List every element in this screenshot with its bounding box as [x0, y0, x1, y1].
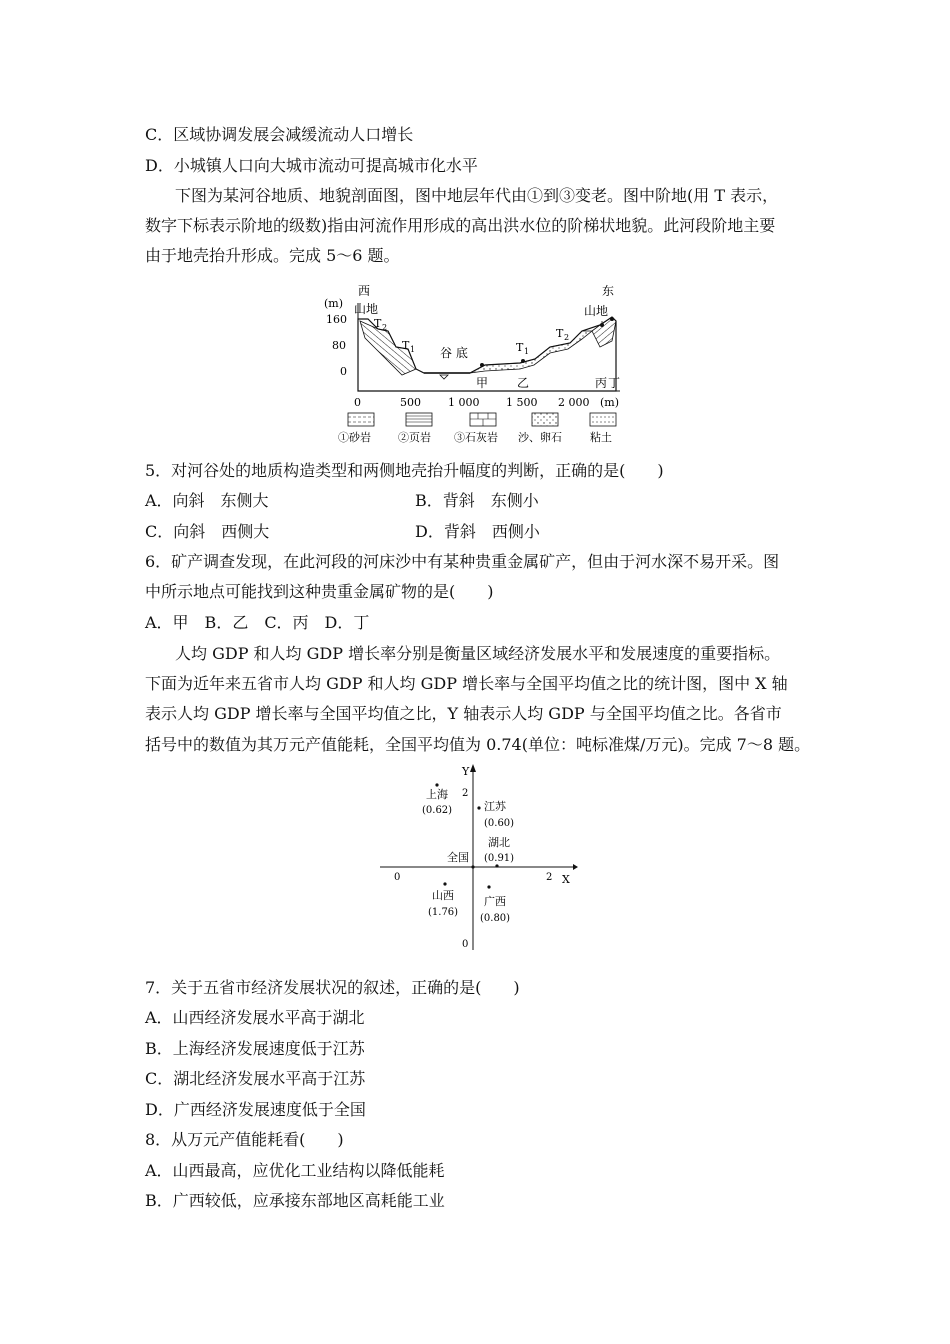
label-jiangsu: 江苏: [484, 800, 506, 813]
x-unit-label: (m): [600, 396, 620, 409]
east-label: 东: [602, 284, 615, 298]
point-shanghai: [435, 783, 438, 786]
terrace-t1-east-sub: 1: [524, 347, 530, 356]
question-7: 7．关于五省市经济发展状况的叙述，正确的是( ): [145, 978, 520, 997]
legend-sand-gravel: 沙、卵石: [518, 431, 562, 444]
east-mountain-label: 山地: [584, 304, 609, 318]
intro-paragraph-1c: 由于地壳抬升形成。完成 5～6 题。: [145, 246, 400, 265]
y-tick-80: 80: [332, 339, 346, 352]
terrace-t2-west-sub: 2: [382, 323, 388, 332]
question-7-option-d: D．广西经济发展速度低于全国: [145, 1100, 366, 1119]
valley-floor-label: 谷 底: [440, 346, 468, 360]
question-5: 5．对河谷处的地质构造类型和两侧地壳抬升幅度的判断，正确的是( ): [145, 461, 664, 480]
label-shanxi: 山西: [432, 889, 454, 902]
point-shanxi: [443, 882, 446, 885]
y-axis-label: Y: [462, 765, 470, 778]
terrace-t1-east: T: [516, 341, 524, 354]
option-d-line: D．小城镇人口向大城市流动可提高城市化水平: [145, 156, 478, 175]
note-shanxi: (1.76): [428, 907, 459, 918]
label-hubei: 湖北: [488, 836, 510, 849]
point-ding: 丁: [608, 376, 621, 390]
question-6-line-b: 中所示地点可能找到这种贵重金属矿物的是( ): [145, 582, 494, 601]
note-shanghai: (0.62): [422, 805, 453, 816]
point-hubei: [495, 864, 498, 867]
legend-clay: 粘土: [590, 431, 612, 444]
legend-sandstone: ①砂岩: [338, 431, 371, 444]
legend-limestone: ③石灰岩: [454, 431, 498, 444]
label-national: 全国: [447, 851, 469, 864]
question-8: 8．从万元产值能耗看( ): [145, 1130, 344, 1149]
west-mountain-label: 山地: [354, 302, 379, 316]
question-6-line-a: 6．矿产调查发现，在此河段的河床沙中有某种贵重金属矿产，但由于河水深不易开采。图: [145, 552, 780, 571]
x-axis-arrow: [573, 864, 578, 870]
question-5-option-c: C．向斜 西侧大: [145, 522, 270, 541]
label-guangxi: 广西: [484, 895, 506, 908]
intro-paragraph-2d: 括号中的数值为其万元产值能耗，全国平均值为 0.74(单位：吨标准煤/万元)。完成 7～8 题。: [145, 735, 811, 754]
question-6-options: A．甲 B．乙 C．丙 D．丁: [145, 613, 370, 632]
legend-shale: ②页岩: [398, 431, 431, 444]
label-shanghai: 上海: [426, 788, 448, 801]
y-tick-2: 2: [462, 788, 469, 799]
terrace-t1-west: T: [402, 339, 410, 352]
question-8-option-b: B．广西较低，应承接东部地区高耗能工业: [145, 1191, 445, 1210]
terrace-t2-east-sub: 2: [564, 333, 570, 342]
point-jia: 甲: [476, 376, 489, 390]
point-guangxi: [487, 885, 490, 888]
gdp-scatter-chart: [378, 760, 578, 955]
x-tick-1000: 1 000: [448, 396, 480, 409]
point-yi: 乙: [517, 376, 530, 390]
point-bing: 丙: [595, 376, 608, 390]
point-national: [471, 865, 474, 868]
note-jiangsu: (0.60): [484, 818, 515, 829]
x-tick-1500: 1 500: [506, 396, 538, 409]
west-label: 西: [358, 284, 371, 298]
question-5-option-a: A．向斜 东侧大: [145, 491, 269, 510]
x-axis-label: X: [562, 873, 570, 886]
point-jiangsu: [477, 806, 480, 809]
terrace-t2-east: T: [556, 327, 564, 340]
question-5-option-b: B．背斜 东侧小: [415, 491, 539, 510]
y-tick-160: 160: [326, 313, 347, 326]
y-tick-0: 0: [340, 365, 347, 378]
option-c-line: C．区域协调发展会减缓流动人口增长: [145, 125, 414, 144]
intro-paragraph-2c: 表示人均 GDP 增长率与全国平均值之比，Y 轴表示人均 GDP 与全国平均值之比。各省市: [145, 704, 782, 723]
question-7-option-b: B．上海经济发展速度低于江苏: [145, 1039, 365, 1058]
intro-paragraph-1b: 数字下标表示阶地的级数)指由河流作用形成的高出洪水位的阶梯状地貌。此河段阶地主要: [145, 216, 776, 235]
y-unit-label: (m): [324, 297, 344, 310]
question-5-option-d: D．背斜 西侧小: [415, 522, 540, 541]
y-axis-arrow: [470, 764, 476, 772]
note-hubei: (0.91): [484, 853, 515, 864]
note-guangxi: (0.80): [480, 913, 511, 924]
terrace-t1-west-sub: 1: [410, 345, 416, 354]
x-tick-0: 0: [354, 396, 361, 409]
x-tick-500: 500: [400, 396, 421, 409]
question-7-option-a: A．山西经济发展水平高于湖北: [145, 1008, 365, 1027]
x-tick-0: 0: [394, 872, 401, 883]
intro-paragraph-2b: 下面为近年来五省市人均 GDP 和人均 GDP 增长率与全国平均值之比的统计图，图中 X 轴: [145, 674, 788, 693]
y-tick-0: 0: [462, 939, 469, 950]
x-tick-2: 2: [546, 872, 553, 883]
intro-paragraph-1a: 下图为某河谷地质、地貌剖面图，图中地层年代由①到③变老。图中阶地(用 T 表示，: [175, 186, 779, 205]
terrace-t2-west: T: [374, 317, 382, 330]
question-7-option-c: C．湖北经济发展水平高于江苏: [145, 1069, 366, 1088]
valley-profile-figure: [320, 283, 630, 448]
x-tick-2000: 2 000: [558, 396, 590, 409]
intro-paragraph-2a: 人均 GDP 和人均 GDP 增长率分别是衡量区域经济发展水平和发展速度的重要指标。: [175, 644, 781, 663]
question-8-option-a: A．山西最高，应优化工业结构以降低能耗: [145, 1161, 445, 1180]
